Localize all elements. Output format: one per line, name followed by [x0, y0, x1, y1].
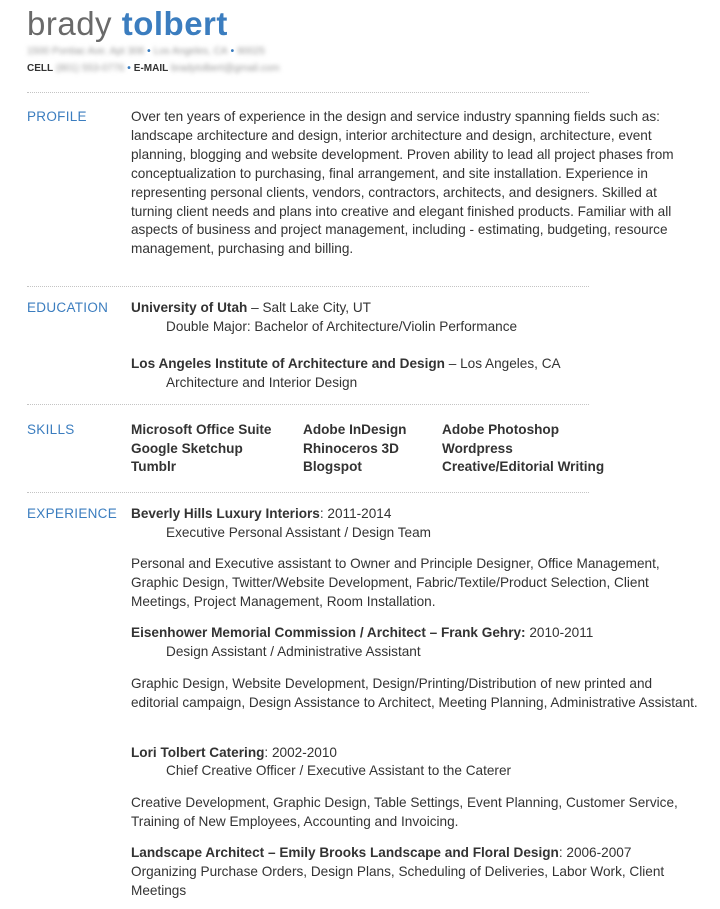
profile-heading: PROFILE	[27, 109, 87, 124]
degree-detail: Architecture and Interior Design	[166, 375, 358, 390]
section-divider	[27, 492, 589, 493]
job-years: : 2011-2014	[319, 506, 392, 521]
employer-name: Landscape Architect – Emily Brooks Landscape and Floral Design	[131, 845, 559, 860]
skill-item: Adobe InDesign	[303, 422, 407, 437]
separator-dot: •	[147, 46, 151, 57]
section-divider	[27, 92, 589, 93]
separator-dot: •	[127, 63, 131, 74]
phone-email-line	[27, 62, 280, 76]
school-location: – Los Angeles, CA	[444, 356, 561, 371]
cell-label: CELL	[27, 63, 54, 74]
employer-name: Lori Tolbert Catering	[131, 745, 265, 760]
education-heading: EDUCATION	[27, 300, 109, 315]
employer-name: Eisenhower Memorial Commission / Architect – Frank Gehry:	[131, 625, 526, 640]
job-years: 2010-2011	[525, 625, 594, 640]
email-label: E-MAIL	[133, 63, 169, 74]
skill-item: Creative/Editorial Writing	[442, 459, 605, 474]
city-state: Los Angeles, CA	[153, 46, 228, 57]
separator-dot: •	[230, 46, 235, 57]
school-location: – Salt Lake City, UT	[247, 300, 371, 315]
employer-name: Beverly Hills Luxury Interiors	[131, 506, 320, 521]
skill-item: Tumblr	[131, 459, 177, 474]
education-entry	[131, 299, 371, 317]
section-divider	[27, 404, 589, 405]
job-years: : 2006-2007	[558, 845, 632, 860]
degree-detail: Double Major: Bachelor of Architecture/Violin Performance	[166, 319, 518, 334]
skill-item: Adobe Photoshop	[442, 422, 560, 437]
section-divider	[27, 286, 589, 287]
job-title: Chief Creative Officer / Executive Assistant to the Caterer	[166, 763, 512, 778]
job-description: Graphic Design, Website Development, Design/Printing/Distribution of new printed and editorial campaign, Design Assistance to Architect, Meeting Planning, Administrative Assistant.	[131, 676, 698, 710]
street-address: 1500 Pontiac Ave. Apt 308	[27, 46, 145, 57]
job-title: Design Assistant / Administrative Assistant	[166, 644, 421, 659]
email-value: bradytolbert@gmail.com	[171, 63, 280, 74]
skill-item: Google Sketchup	[131, 441, 243, 456]
experience-heading: EXPERIENCE	[27, 506, 118, 521]
cell-value: (801) 553-0776	[55, 63, 125, 74]
job-header	[131, 744, 337, 762]
resume-name	[27, 4, 228, 44]
first-name: brady	[27, 5, 113, 42]
skill-item: Rhinoceros 3D	[303, 441, 399, 456]
job-header	[131, 505, 391, 523]
skill-item: Microsoft Office Suite	[131, 422, 272, 437]
school-name: Los Angeles Institute of Architecture and Design	[131, 356, 445, 371]
skill-item: Blogspot	[303, 459, 362, 474]
school-name: University of Utah	[131, 300, 248, 315]
job-title: Executive Personal Assistant / Design Team	[166, 525, 431, 540]
job-description: Creative Development, Graphic Design, Table Settings, Event Planning, Customer Service, Training of New Employees, Accounting and Invoicing.	[131, 795, 678, 829]
job-header	[131, 624, 593, 642]
education-entry	[131, 355, 561, 373]
skills-heading: SKILLS	[27, 422, 75, 437]
address-line	[27, 45, 265, 59]
profile-text: Over ten years of experience in the design and service industry spanning fields such as: landscape architecture and design, interior architecture and design, architecture, event planning, blogging and website development. Proven ability to lead all project phases from conceptualization to purchasing, final arrangement, and site installation. Experience in representing personal clients, vendors, contractors, architects, and designers. Skilled at turning client needs and plans into creative and elegant finished products. Familiar with all aspects of business and project management, including - estimating, budgeting, resource management, purchasing and billing.	[131, 109, 674, 257]
last-name: tolbert	[121, 5, 228, 42]
job-description: Organizing Purchase Orders, Design Plans, Scheduling of Deliveries, Labor Work, Client Meetings	[131, 864, 665, 898]
skill-item: Wordpress	[442, 441, 513, 456]
zip-code: 90025	[237, 46, 265, 57]
job-header	[131, 844, 631, 862]
job-description: Personal and Executive assistant to Owner and Principle Designer, Office Management, Graphic Design, Twitter/Website Development, Fabric/Textile/Product Selection, Client Meetings, Project Management, Room Installation.	[131, 556, 660, 609]
job-years: : 2002-2010	[264, 745, 337, 760]
